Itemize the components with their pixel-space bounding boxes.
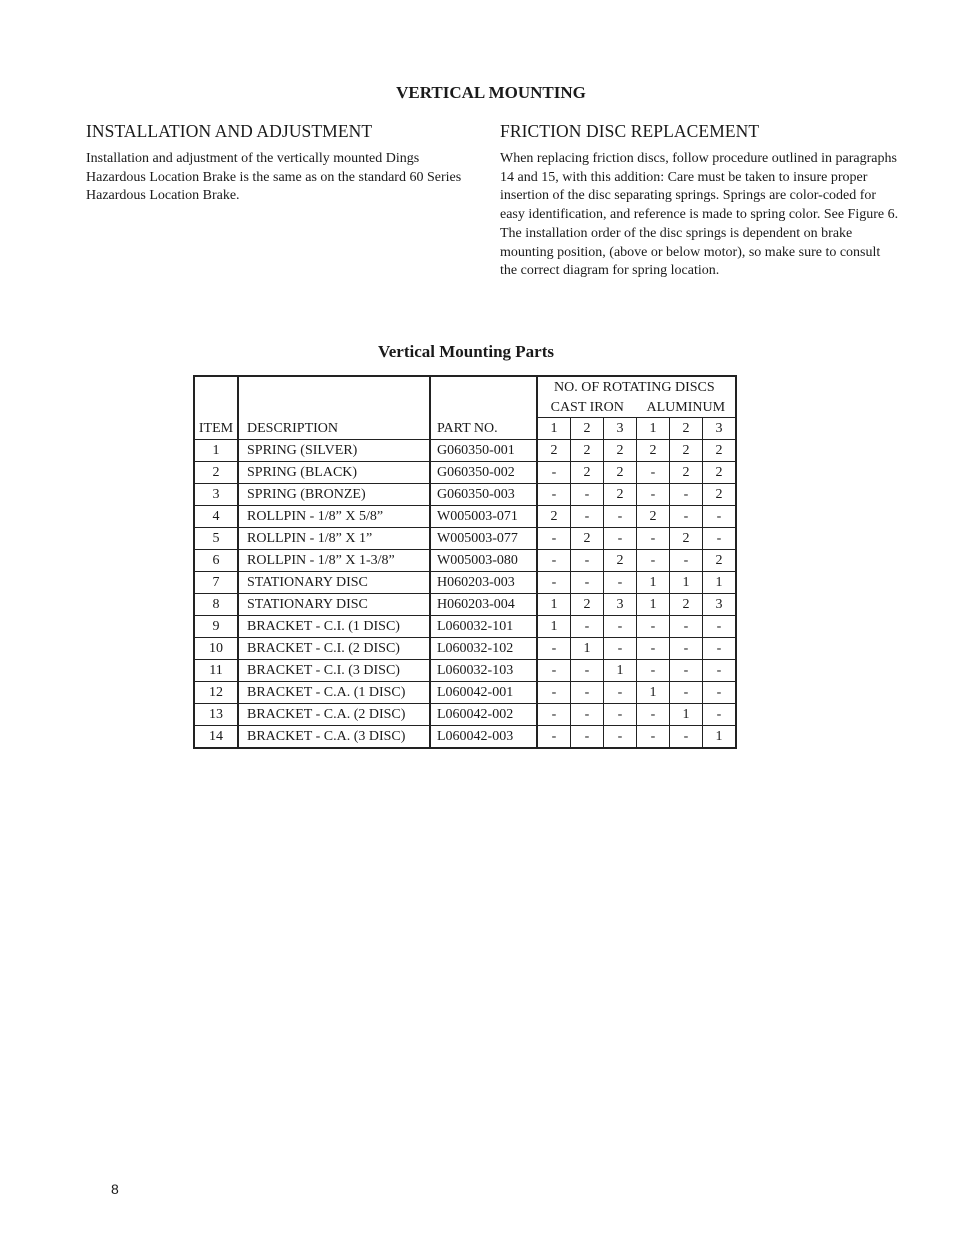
- cell-part-no: H060203-003: [430, 572, 537, 594]
- cell-item: 13: [194, 704, 238, 726]
- cell-disc-qty: -: [670, 484, 703, 506]
- cell-disc-qty: -: [703, 616, 737, 638]
- cell-item: 3: [194, 484, 238, 506]
- installation-body: Installation and adjustment of the vertically mounted Dings Hazardous Location Brake is the same as on the standard 60 Series Hazardous Location Brake.: [86, 151, 462, 204]
- table-row: [194, 462, 736, 484]
- cell-description: ROLLPIN - 1/8” X 1”: [238, 528, 430, 550]
- table-row: [194, 484, 736, 506]
- table-row: [194, 528, 736, 550]
- cell-disc-qty: -: [571, 682, 604, 704]
- table-row: [194, 550, 736, 572]
- cell-disc-qty: 2: [703, 462, 737, 484]
- cell-item: 6: [194, 550, 238, 572]
- cell-disc-qty: -: [670, 682, 703, 704]
- cell-disc-qty: 1: [703, 726, 737, 749]
- cell-disc-qty: -: [604, 704, 637, 726]
- cell-disc-qty: 2: [604, 462, 637, 484]
- cell-disc-qty: -: [637, 638, 670, 660]
- cell-disc-qty: -: [571, 550, 604, 572]
- cell-disc-qty: -: [637, 704, 670, 726]
- table-title: Vertical Mounting Parts: [378, 342, 554, 361]
- cell-disc-qty: 1: [537, 594, 571, 616]
- table-row: [194, 440, 736, 462]
- header-aluminum: ALUMINUM: [646, 399, 726, 415]
- cell-disc-qty: -: [637, 726, 670, 749]
- cell-item: 7: [194, 572, 238, 594]
- header-disc-count: 2: [670, 418, 703, 440]
- cell-description: ROLLPIN - 1/8” X 5/8”: [238, 506, 430, 528]
- cell-item: 1: [194, 440, 238, 462]
- cell-disc-qty: 2: [604, 484, 637, 506]
- cell-item: 5: [194, 528, 238, 550]
- cell-description: BRACKET - C.I. (3 DISC): [238, 660, 430, 682]
- cell-disc-qty: -: [604, 572, 637, 594]
- table-row: [194, 660, 736, 682]
- cell-disc-qty: 1: [703, 572, 737, 594]
- cell-description: STATIONARY DISC: [238, 594, 430, 616]
- cell-disc-qty: -: [670, 550, 703, 572]
- cell-disc-qty: 2: [604, 550, 637, 572]
- cell-disc-qty: 3: [703, 594, 737, 616]
- cell-disc-qty: 2: [670, 594, 703, 616]
- cell-description: STATIONARY DISC: [238, 572, 430, 594]
- cell-part-no: G060350-001: [430, 440, 537, 462]
- cell-disc-qty: -: [670, 638, 703, 660]
- cell-disc-qty: -: [637, 462, 670, 484]
- cell-disc-qty: 2: [604, 440, 637, 462]
- cell-disc-qty: 1: [670, 704, 703, 726]
- table-row: [194, 506, 736, 528]
- cell-disc-qty: 1: [637, 594, 670, 616]
- cell-disc-qty: -: [571, 726, 604, 749]
- cell-disc-qty: -: [670, 506, 703, 528]
- cell-disc-qty: -: [604, 726, 637, 749]
- cell-disc-qty: -: [703, 638, 737, 660]
- cell-disc-qty: -: [537, 682, 571, 704]
- cell-description: BRACKET - C.A. (3 DISC): [238, 726, 430, 749]
- cell-disc-qty: -: [637, 484, 670, 506]
- installation-section: [86, 121, 471, 206]
- cell-disc-qty: -: [703, 506, 737, 528]
- cell-disc-qty: -: [571, 660, 604, 682]
- cell-item: 9: [194, 616, 238, 638]
- header-disc-count: 2: [571, 418, 604, 440]
- table-row: [194, 594, 736, 616]
- cell-disc-qty: -: [604, 682, 637, 704]
- cell-part-no: W005003-080: [430, 550, 537, 572]
- header-disc-count: 1: [637, 418, 670, 440]
- cell-disc-qty: -: [637, 616, 670, 638]
- page-title: VERTICAL MOUNTING: [396, 83, 586, 102]
- cell-item: 10: [194, 638, 238, 660]
- cell-disc-qty: -: [637, 550, 670, 572]
- cell-disc-qty: 2: [571, 528, 604, 550]
- cell-part-no: L060042-002: [430, 704, 537, 726]
- friction-disc-heading: FRICTION DISC REPLACEMENT: [500, 121, 760, 141]
- cell-disc-qty: 2: [703, 550, 737, 572]
- cell-disc-qty: -: [604, 638, 637, 660]
- cell-description: BRACKET - C.I. (2 DISC): [238, 638, 430, 660]
- parts-table: [193, 375, 737, 749]
- cell-description: BRACKET - C.A. (1 DISC): [238, 682, 430, 704]
- cell-disc-qty: 2: [670, 462, 703, 484]
- header-disc-count: 3: [703, 418, 737, 440]
- cell-item: 4: [194, 506, 238, 528]
- friction-disc-section: [500, 121, 900, 281]
- cell-disc-qty: 1: [637, 682, 670, 704]
- header-row-group: [194, 376, 736, 397]
- table-row: [194, 704, 736, 726]
- cell-disc-qty: -: [703, 704, 737, 726]
- cell-disc-qty: -: [670, 726, 703, 749]
- cell-item: 12: [194, 682, 238, 704]
- cell-disc-qty: 2: [571, 594, 604, 616]
- cell-disc-qty: 3: [604, 594, 637, 616]
- cell-part-no: L060032-102: [430, 638, 537, 660]
- cell-disc-qty: 2: [703, 484, 737, 506]
- cell-description: ROLLPIN - 1/8” X 1-3/8”: [238, 550, 430, 572]
- cell-disc-qty: -: [703, 682, 737, 704]
- header-disc-count: 1: [537, 418, 571, 440]
- cell-disc-qty: 2: [670, 528, 703, 550]
- cell-disc-qty: -: [670, 616, 703, 638]
- page-number: 8: [111, 1181, 119, 1197]
- cell-disc-qty: -: [604, 528, 637, 550]
- cell-disc-qty: 2: [670, 440, 703, 462]
- table-row: [194, 572, 736, 594]
- table-row: [194, 616, 736, 638]
- cell-disc-qty: 2: [537, 440, 571, 462]
- cell-disc-qty: 2: [637, 506, 670, 528]
- cell-disc-qty: 2: [537, 506, 571, 528]
- cell-disc-qty: -: [537, 704, 571, 726]
- cell-disc-qty: 2: [571, 440, 604, 462]
- cell-disc-qty: 2: [571, 462, 604, 484]
- cell-item: 8: [194, 594, 238, 616]
- cell-disc-qty: -: [537, 638, 571, 660]
- cell-disc-qty: 1: [537, 616, 571, 638]
- cell-disc-qty: 1: [670, 572, 703, 594]
- cell-disc-qty: -: [703, 528, 737, 550]
- cell-part-no: L060032-101: [430, 616, 537, 638]
- table-row: [194, 726, 736, 749]
- cell-part-no: L060032-103: [430, 660, 537, 682]
- cell-item: 14: [194, 726, 238, 749]
- cell-disc-qty: -: [537, 528, 571, 550]
- cell-part-no: W005003-071: [430, 506, 537, 528]
- cell-disc-qty: -: [571, 506, 604, 528]
- cell-disc-qty: -: [604, 506, 637, 528]
- cell-part-no: G060350-002: [430, 462, 537, 484]
- cell-disc-qty: -: [571, 704, 604, 726]
- cell-disc-qty: 1: [637, 572, 670, 594]
- cell-disc-qty: -: [571, 572, 604, 594]
- parts-table-body: [194, 376, 736, 748]
- cell-disc-qty: 1: [604, 660, 637, 682]
- cell-disc-qty: -: [537, 484, 571, 506]
- cell-disc-qty: 2: [637, 440, 670, 462]
- friction-disc-body: When replacing friction discs, follow procedure outlined in paragraphs 14 and 15, with this addition: Care must be taken to insure proper insertion of the disc separating springs. Springs are color-coded for easy identification, and reference is made to spring color. See Figure 6. The installation order of the disc springs is dependent on brake mounting position, (above or below motor), so make sure to consult the correct diagram for spring location.: [500, 151, 899, 279]
- cell-part-no: L060042-003: [430, 726, 537, 749]
- cell-disc-qty: 1: [571, 638, 604, 660]
- cell-disc-qty: -: [537, 660, 571, 682]
- cell-description: SPRING (BLACK): [238, 462, 430, 484]
- cell-description: SPRING (SILVER): [238, 440, 430, 462]
- cell-part-no: W005003-077: [430, 528, 537, 550]
- cell-disc-qty: -: [537, 462, 571, 484]
- cell-description: SPRING (BRONZE): [238, 484, 430, 506]
- cell-disc-qty: 2: [703, 440, 737, 462]
- table-row: [194, 682, 736, 704]
- cell-disc-qty: -: [571, 484, 604, 506]
- cell-disc-qty: -: [537, 550, 571, 572]
- header-cast-iron: CAST IRON: [550, 399, 624, 415]
- cell-disc-qty: -: [604, 616, 637, 638]
- cell-item: 2: [194, 462, 238, 484]
- header-part-no: PART NO.: [430, 376, 537, 440]
- header-rotating-discs: NO. OF ROTATING DISCS: [554, 379, 715, 395]
- cell-disc-qty: -: [571, 616, 604, 638]
- cell-disc-qty: -: [537, 726, 571, 749]
- header-description: DESCRIPTION: [238, 376, 430, 440]
- cell-part-no: L060042-001: [430, 682, 537, 704]
- cell-disc-qty: -: [670, 660, 703, 682]
- header-disc-count: 3: [604, 418, 637, 440]
- cell-part-no: G060350-003: [430, 484, 537, 506]
- cell-description: BRACKET - C.A. (2 DISC): [238, 704, 430, 726]
- cell-disc-qty: -: [537, 572, 571, 594]
- cell-description: BRACKET - C.I. (1 DISC): [238, 616, 430, 638]
- cell-disc-qty: -: [637, 660, 670, 682]
- table-row: [194, 638, 736, 660]
- header-item: ITEM: [194, 376, 238, 440]
- installation-heading: INSTALLATION AND ADJUSTMENT: [86, 121, 373, 141]
- cell-disc-qty: -: [703, 660, 737, 682]
- cell-disc-qty: -: [637, 528, 670, 550]
- cell-item: 11: [194, 660, 238, 682]
- cell-part-no: H060203-004: [430, 594, 537, 616]
